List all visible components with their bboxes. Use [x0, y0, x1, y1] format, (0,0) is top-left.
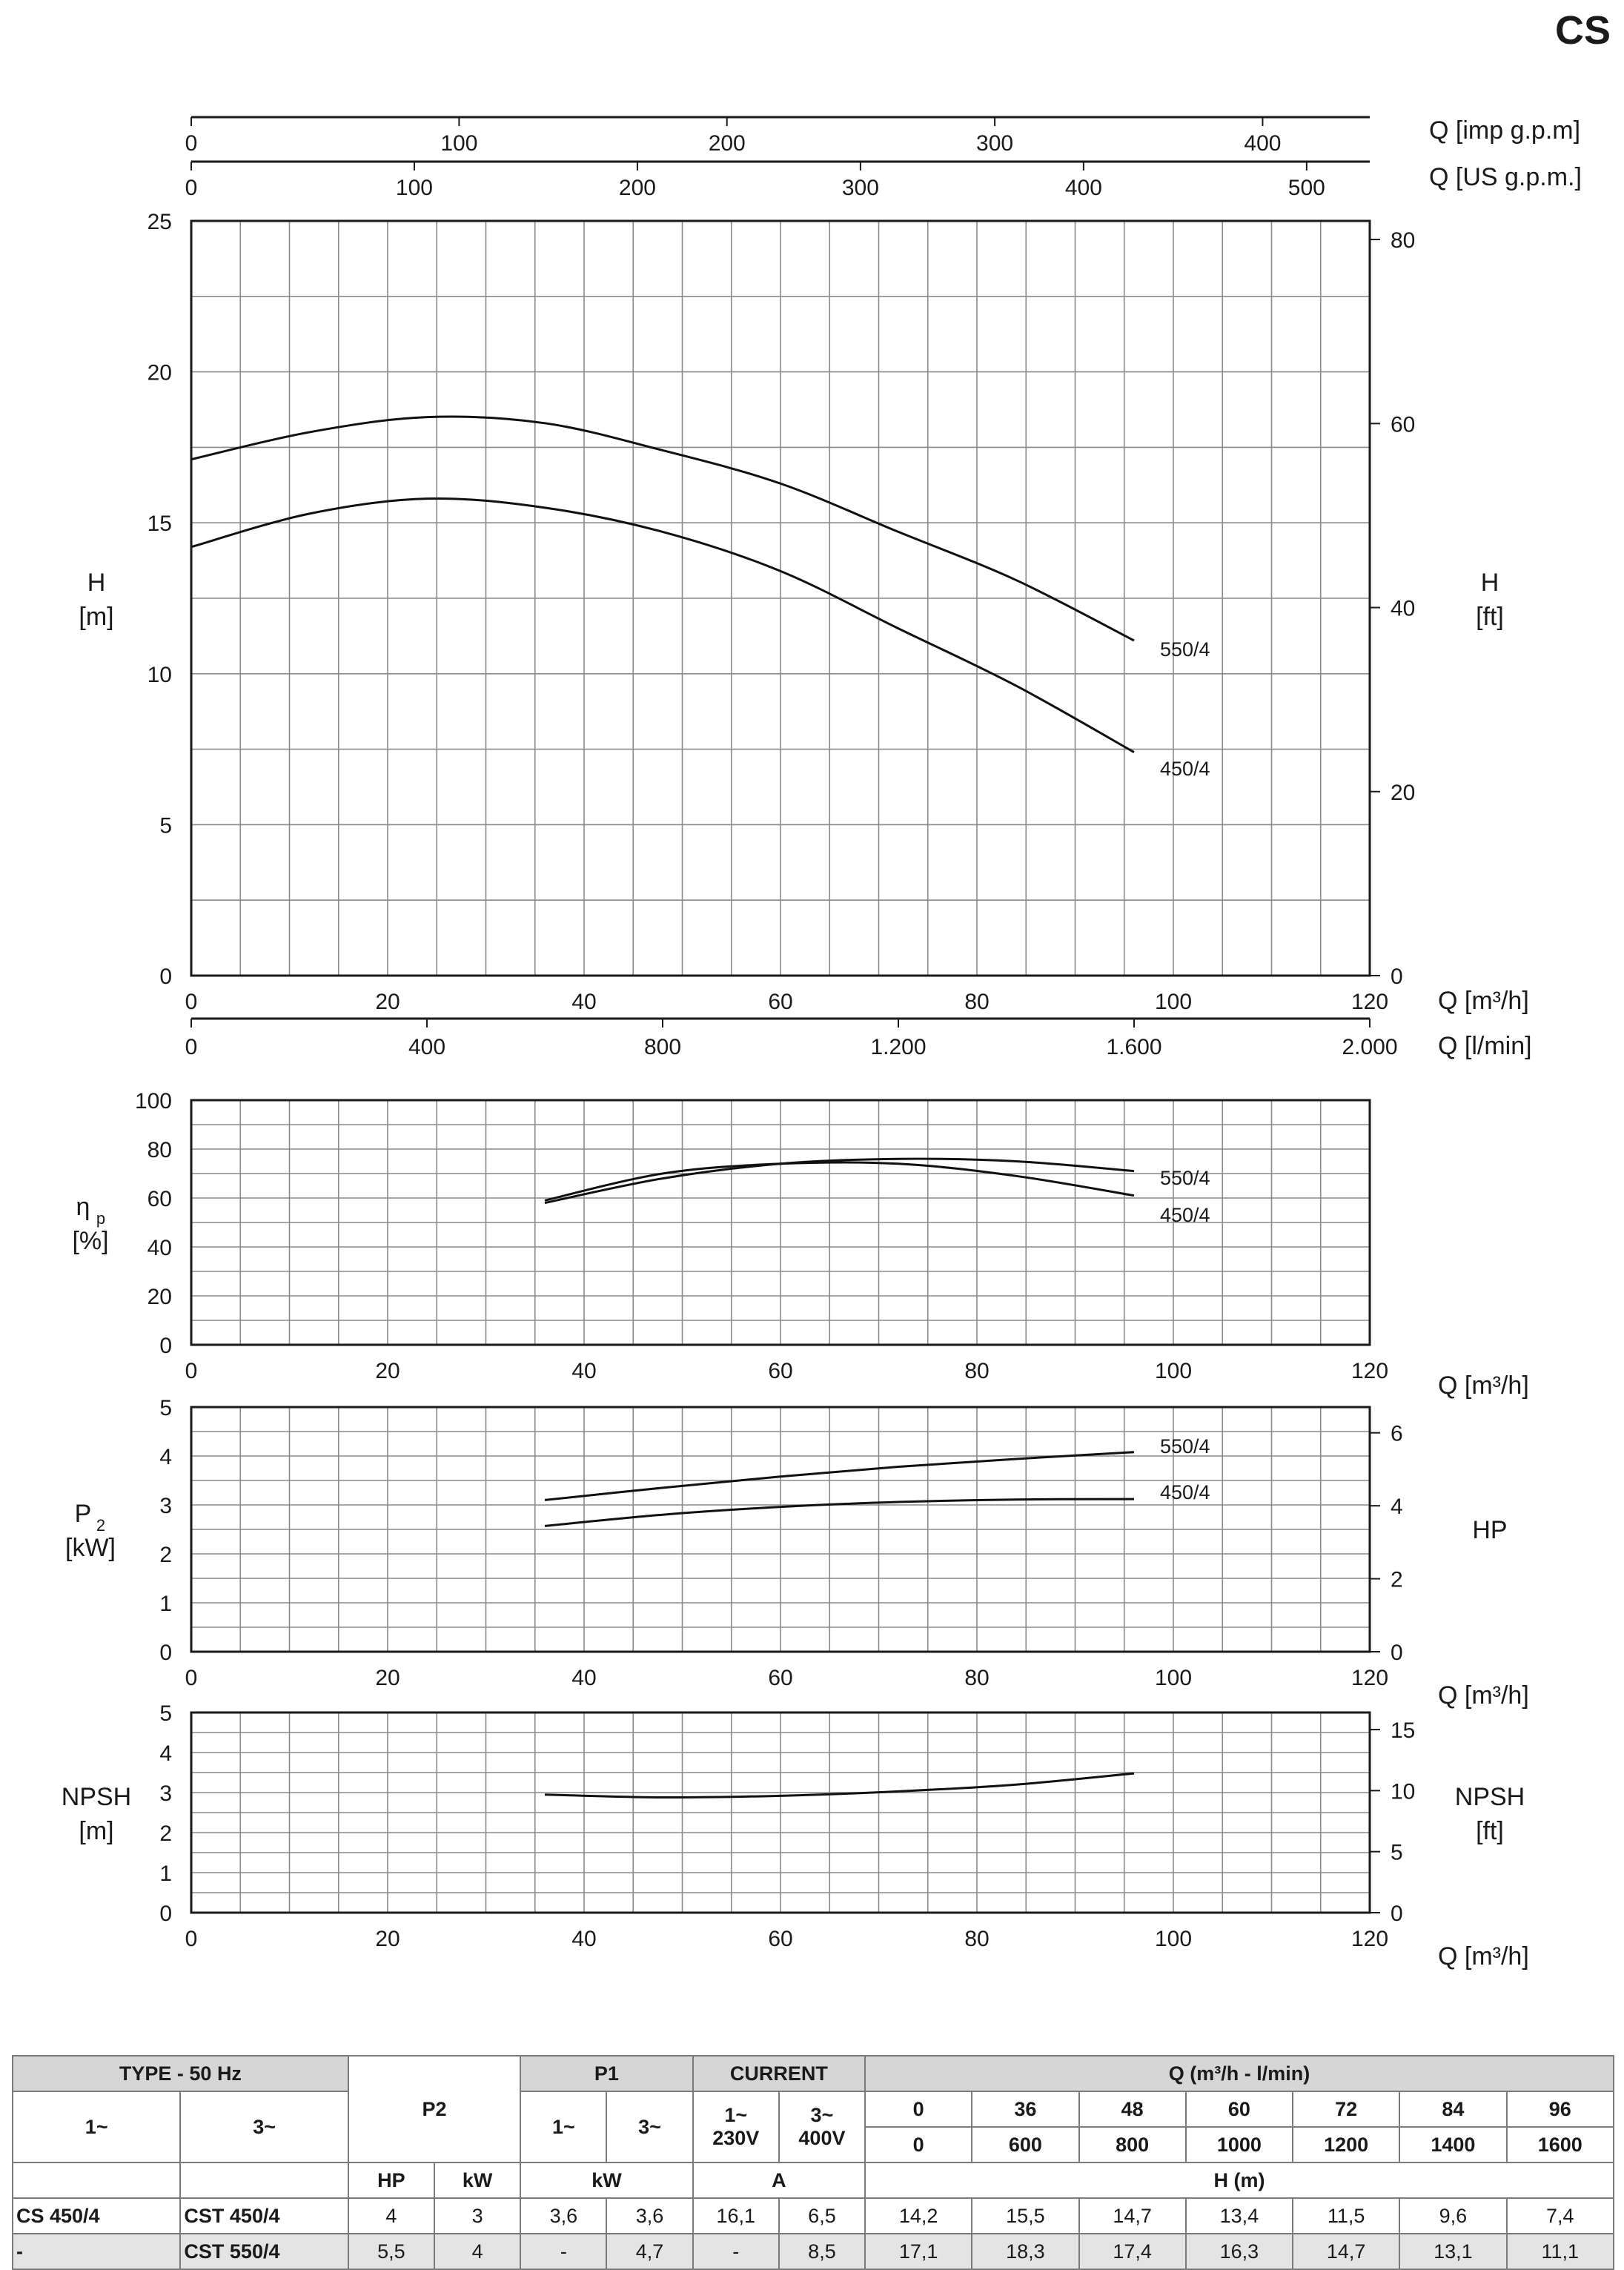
series-label: 450/4 [1160, 758, 1210, 780]
x-tick-label: 80 [964, 990, 990, 1014]
y2-axis-unit: [ft] [1476, 1817, 1504, 1845]
type-1phase-cell: - [13, 2234, 180, 2269]
top-axis-tick-label: 300 [841, 176, 879, 200]
q-header: Q (m³/h - l/min) [865, 2056, 1614, 2091]
y-axis-unit: [m] [79, 1817, 114, 1845]
x-axis-label: Q [m³/h] [1438, 987, 1529, 1015]
x-tick-label: 80 [964, 1927, 990, 1951]
y-tick-label: 3 [159, 1781, 172, 1806]
q-m3h-cell: 48 [1079, 2091, 1186, 2127]
x-tick-label: 40 [571, 1927, 597, 1951]
q-lmin-cell: 600 [972, 2127, 1078, 2163]
x-tick-label: 0 [185, 990, 198, 1014]
y2-tick-label: 5 [1391, 1840, 1403, 1865]
head-cell: 17,4 [1079, 2234, 1186, 2269]
p1-1phase: 1~ [520, 2091, 606, 2163]
x-axis-label: Q [m³/h] [1438, 1681, 1529, 1710]
q-m3h-cell: 36 [972, 2091, 1078, 2127]
head-cell: 15,5 [972, 2198, 1078, 2234]
y-tick-label: 0 [159, 1334, 172, 1358]
p1-3phase-cell: 3,6 [606, 2198, 692, 2234]
y2-tick-label: 20 [1391, 780, 1416, 805]
y2-tick-label: 4 [1391, 1495, 1403, 1520]
bottom-axis2-label: Q [l/min] [1438, 1032, 1532, 1060]
x-tick-label: 80 [964, 1359, 990, 1383]
y-tick-label: 1 [159, 1592, 172, 1616]
x-tick-label: 100 [1154, 1927, 1193, 1951]
top-axis-tick-label: 400 [1244, 131, 1282, 156]
unit-h: H (m) [865, 2163, 1614, 2198]
q-m3h-cell: 84 [1399, 2091, 1506, 2127]
x-axis-label: Q [m³/h] [1438, 1942, 1529, 1970]
x-tick-label: 120 [1350, 1927, 1389, 1951]
y2-axis-label: NPSH [1454, 1783, 1525, 1811]
top-axis-tick-label: 200 [618, 176, 656, 200]
top-axis-tick-label: 200 [708, 131, 746, 156]
current-3phase-phase: 3~ [810, 2104, 834, 2126]
current-1phase-cell: - [693, 2234, 779, 2269]
kw-cell: 4 [434, 2234, 520, 2269]
q-lmin-cell: 0 [865, 2127, 972, 2163]
x-tick-label: 40 [571, 990, 597, 1014]
type-3phase-cell: CST 550/4 [180, 2234, 348, 2269]
x-tick-label: 20 [375, 1927, 400, 1951]
y-tick-label: 0 [159, 964, 172, 989]
p1-header: P1 [520, 2056, 692, 2091]
current-header: CURRENT [693, 2056, 865, 2091]
x-tick-label: 60 [768, 1927, 793, 1951]
x-tick-label: 120 [1350, 1359, 1389, 1383]
head-cell: 11,5 [1293, 2198, 1399, 2234]
y2-tick-label: 0 [1391, 1641, 1403, 1665]
q-lmin-cell: 1000 [1186, 2127, 1293, 2163]
q-m3h-cell: 0 [865, 2091, 972, 2127]
y-tick-label: 4 [159, 1741, 172, 1766]
top-axis-tick-label: 0 [185, 131, 198, 156]
chart-npsh [62, 1701, 1529, 1970]
y-tick-label: 80 [147, 1138, 172, 1162]
series-line-450-4 [191, 498, 1134, 752]
y-tick-label: 10 [147, 662, 172, 687]
top-axis-label: Q [imp g.p.m] [1429, 116, 1581, 145]
head-cell: 13,1 [1399, 2234, 1506, 2269]
x-tick-label: 20 [375, 1359, 400, 1383]
unit-p1-kw: kW [520, 2163, 692, 2198]
head-cell: 14,2 [865, 2198, 972, 2234]
bottom-axis2-tick-label: 1.200 [870, 1035, 927, 1059]
x-tick-label: 100 [1154, 1666, 1193, 1690]
head-cell: 13,4 [1186, 2198, 1293, 2234]
y-tick-label: 60 [147, 1187, 172, 1211]
table-row [13, 2234, 1614, 2269]
table-row [13, 2198, 1614, 2234]
x-tick-label: 20 [375, 990, 400, 1014]
unit-hp: HP [348, 2163, 434, 2198]
chart-head [79, 116, 1582, 1060]
p2-header: P2 [348, 2056, 520, 2163]
x-tick-label: 60 [768, 990, 793, 1014]
p1-1phase-cell: - [520, 2234, 606, 2269]
series-label: 450/4 [1160, 1481, 1210, 1503]
y-tick-label: 5 [159, 1396, 172, 1420]
x-tick-label: 0 [185, 1359, 198, 1383]
bottom-axis2-tick-label: 0 [185, 1035, 198, 1059]
y2-tick-label: 40 [1391, 596, 1416, 621]
table-header-row [13, 2091, 1614, 2127]
bottom-axis2-tick-label: 2.000 [1342, 1035, 1398, 1059]
header-3phase: 3~ [180, 2091, 348, 2163]
y-tick-label: 1 [159, 1862, 172, 1886]
q-lmin-cell: 1200 [1293, 2127, 1399, 2163]
performance-table [12, 2055, 1614, 2270]
page-title: CS [1554, 8, 1611, 53]
hp-cell: 4 [348, 2198, 434, 2234]
x-tick-label: 60 [768, 1666, 793, 1690]
top-axis-tick-label: 100 [440, 131, 478, 156]
x-tick-label: 80 [964, 1666, 990, 1690]
y-tick-label: 5 [159, 813, 172, 838]
type-3phase-cell: CST 450/4 [180, 2198, 348, 2234]
y2-tick-label: 2 [1391, 1567, 1403, 1592]
bottom-axis2-tick-label: 1.600 [1106, 1035, 1162, 1059]
current-3phase-cell: 8,5 [779, 2234, 865, 2269]
top-axis-tick-label: 500 [1287, 176, 1325, 200]
x-tick-label: 0 [185, 1927, 198, 1951]
top-axis-tick-label: 100 [395, 176, 433, 200]
current-1phase [693, 2091, 779, 2163]
y2-axis-unit: [ft] [1476, 603, 1504, 631]
type-1phase-cell: CS 450/4 [13, 2198, 180, 2234]
head-cell: 18,3 [972, 2234, 1078, 2269]
table-units-row [13, 2163, 1614, 2198]
y-tick-label: 20 [147, 360, 172, 385]
top-axis-tick-label: 400 [1064, 176, 1102, 200]
y-tick-label: 2 [159, 1821, 172, 1846]
table-header-row [13, 2056, 1614, 2091]
y-tick-label: 25 [147, 210, 172, 234]
unit-a: A [693, 2163, 865, 2198]
head-cell: 17,1 [865, 2234, 972, 2269]
y-axis-label-subscript: p [96, 1209, 106, 1228]
y2-axis-label: H [1480, 569, 1499, 597]
current-3phase-voltage: 400V [798, 2127, 846, 2149]
series-label: 550/4 [1160, 638, 1210, 661]
y-tick-label: 2 [159, 1543, 172, 1567]
head-cell: 11,1 [1507, 2234, 1614, 2269]
top-axis-tick-label: 0 [185, 176, 198, 200]
y2-axis-label: HP [1472, 1516, 1508, 1544]
x-tick-label: 120 [1350, 1666, 1389, 1690]
x-tick-label: 100 [1154, 990, 1193, 1014]
y-axis-label: H [87, 569, 106, 597]
series-label: 450/4 [1160, 1204, 1210, 1226]
current-3phase-cell: 6,5 [779, 2198, 865, 2234]
q-lmin-cell: 800 [1079, 2127, 1186, 2163]
y-axis-label: P [74, 1500, 92, 1528]
x-tick-label: 120 [1350, 990, 1389, 1014]
y-tick-label: 3 [159, 1494, 172, 1518]
units-blank [180, 2163, 348, 2198]
y-axis-label: NPSH [61, 1783, 132, 1811]
top-axis-tick-label: 300 [976, 131, 1014, 156]
chart-power [65, 1396, 1529, 1710]
x-tick-label: 20 [375, 1666, 400, 1690]
y2-tick-label: 15 [1391, 1718, 1416, 1744]
q-lmin-cell: 1600 [1507, 2127, 1614, 2163]
head-cell: 16,3 [1186, 2234, 1293, 2269]
head-cell: 14,7 [1079, 2198, 1186, 2234]
x-tick-label: 100 [1154, 1359, 1193, 1383]
y-axis-label: η [76, 1193, 90, 1221]
x-tick-label: 0 [185, 1666, 198, 1690]
head-cell: 7,4 [1507, 2198, 1614, 2234]
head-cell: 9,6 [1399, 2198, 1506, 2234]
hp-cell: 5,5 [348, 2234, 434, 2269]
y-tick-label: 4 [159, 1445, 172, 1469]
y-axis-unit: [kW] [65, 1534, 116, 1562]
top-axis-label: Q [US g.p.m.] [1429, 163, 1582, 191]
head-cell: 14,7 [1293, 2234, 1399, 2269]
type-header: TYPE - 50 Hz [13, 2056, 348, 2091]
chart-efficiency [72, 1089, 1528, 1400]
y-axis-unit: [m] [79, 603, 114, 631]
y2-tick-label: 6 [1391, 1421, 1403, 1446]
y-tick-label: 0 [159, 1641, 172, 1665]
kw-cell: 3 [434, 2198, 520, 2234]
y-axis-label-subscript: 2 [96, 1516, 106, 1535]
unit-kw: kW [434, 2163, 520, 2198]
y-tick-label: 15 [147, 512, 172, 537]
y2-tick-label: 80 [1391, 228, 1416, 254]
x-axis-label: Q [m³/h] [1438, 1371, 1529, 1400]
y-tick-label: 0 [159, 1902, 172, 1926]
y2-tick-label: 0 [1391, 964, 1403, 989]
y-tick-label: 5 [159, 1701, 172, 1726]
y2-tick-label: 60 [1391, 412, 1416, 437]
p1-3phase-cell: 4,7 [606, 2234, 692, 2269]
header-1phase: 1~ [13, 2091, 180, 2163]
current-3phase [779, 2091, 865, 2163]
current-1phase-cell: 16,1 [693, 2198, 779, 2234]
q-m3h-cell: 96 [1507, 2091, 1614, 2127]
series-label: 550/4 [1160, 1435, 1210, 1457]
series-line-550-4 [191, 417, 1134, 641]
q-lmin-cell: 1400 [1399, 2127, 1506, 2163]
y2-tick-label: 0 [1391, 1902, 1403, 1926]
y-tick-label: 40 [147, 1236, 172, 1260]
bottom-axis2-tick-label: 800 [643, 1035, 682, 1059]
q-m3h-cell: 60 [1186, 2091, 1293, 2127]
x-tick-label: 40 [571, 1359, 597, 1383]
x-tick-label: 40 [571, 1666, 597, 1690]
x-tick-label: 60 [768, 1359, 793, 1383]
y-axis-unit: [%] [72, 1227, 109, 1255]
y2-tick-label: 10 [1391, 1779, 1416, 1804]
p1-3phase: 3~ [606, 2091, 692, 2163]
bottom-axis2-tick-label: 400 [408, 1035, 446, 1059]
series-label: 550/4 [1160, 1167, 1210, 1189]
current-1phase-voltage: 230V [712, 2127, 760, 2149]
y-tick-label: 20 [147, 1285, 172, 1309]
y-tick-label: 100 [134, 1089, 172, 1114]
p1-1phase-cell: 3,6 [520, 2198, 606, 2234]
q-m3h-cell: 72 [1293, 2091, 1399, 2127]
current-1phase-phase: 1~ [724, 2104, 748, 2126]
units-blank [13, 2163, 180, 2198]
